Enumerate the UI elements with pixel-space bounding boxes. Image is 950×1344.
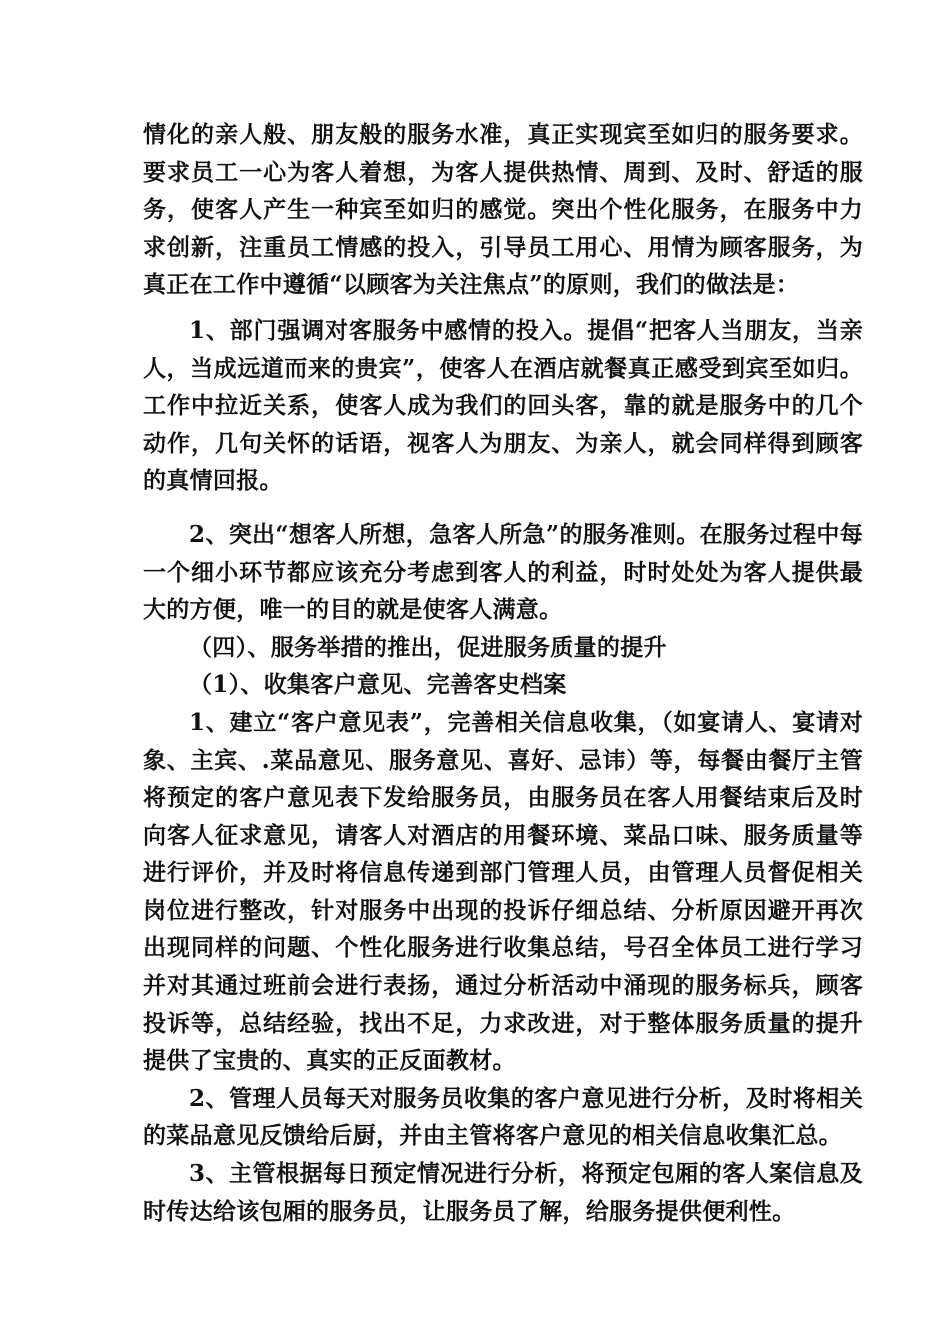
section-heading-four: （四）、服务举措的推出，促进服务质量的提升 [189, 633, 667, 661]
paragraph-point-2: 2、突出“想客人所想，急客人所急”的服务准则。在服务过程中每一个细小环节都应该充分考虑到客人的利益，时时处处为客人提供最大的方便，唯一的目的就是使客人满意。 [143, 520, 863, 624]
paragraph-item-3: 3、主管根据每日预定情况进行分析，将预定包厢的客人案信息及时传达给该包厢的服务员，让服务员了解，给服务提供便利性。 [143, 1160, 863, 1225]
paragraph-item-1: 1、建立“客户意见表”，完善相关信息收集，（如宴请人、宴请对象、主宾、.菜品意见、服务意见、喜好、忌讳）等，每餐由餐厅主管将预定的客户意见表下发给服务员，由服务员在客人用餐结束后及时向客人征求意见，请客人对酒店的用餐环境、菜品口味、服务质量等进行评价，并及时将信息传递到部门管理人员，由管理人员督促相关岗位进行整改，针对服务中出现的投诉仔细总结、分析原因避开再次出现同样的问题、个性化服务进行收集总结，号召全体员工进行学习并对其通过班前会进行表扬，通过分析活动中涌现的服务标兵，顾客投诉等，总结经验，找出不足，力求改进，对于整体服务质量的提升提供了宝贵的、真实的正反面教材。 [143, 708, 863, 1075]
section-heading-one: （1）、收集客户意见、完善客史档案 [189, 671, 567, 699]
document-body [143, 116, 863, 1230]
paragraph-item-2: 2、管理人员每天对服务员收集的客户意见进行分析，及时将相关的菜品意见反馈给后厨，并由主管将客户意见的相关信息收集汇总。 [143, 1084, 863, 1150]
paragraph-point-1: 1、部门强调对客服务中感情的投入。提倡“把客人当朋友，当亲人，当成远道而来的贵宾”，使客人在酒店就餐真正感受到宾至如归。工作中拉近关系，使客人成为我们的回头客，靠的就是服务中的几个动作，几句关怀的话语，视客人为朋友、为亲人，就会同样得到顾客的真情回报。 [143, 316, 863, 495]
paragraph-intro: 情化的亲人般、朋友般的服务水准，真正实现宾至如归的服务要求。要求员工一心为客人着想，为客人提供热情、周到、及时、舒适的服务，使客人产生一种宾至如归的感觉。突出个性化服务，在服务中力求创新，注重员工情感的投入，引导员工用心、用情为顾客服务，为真正在工作中遵循“以顾客为关注焦点”的原则，我们的做法是： [143, 121, 863, 299]
